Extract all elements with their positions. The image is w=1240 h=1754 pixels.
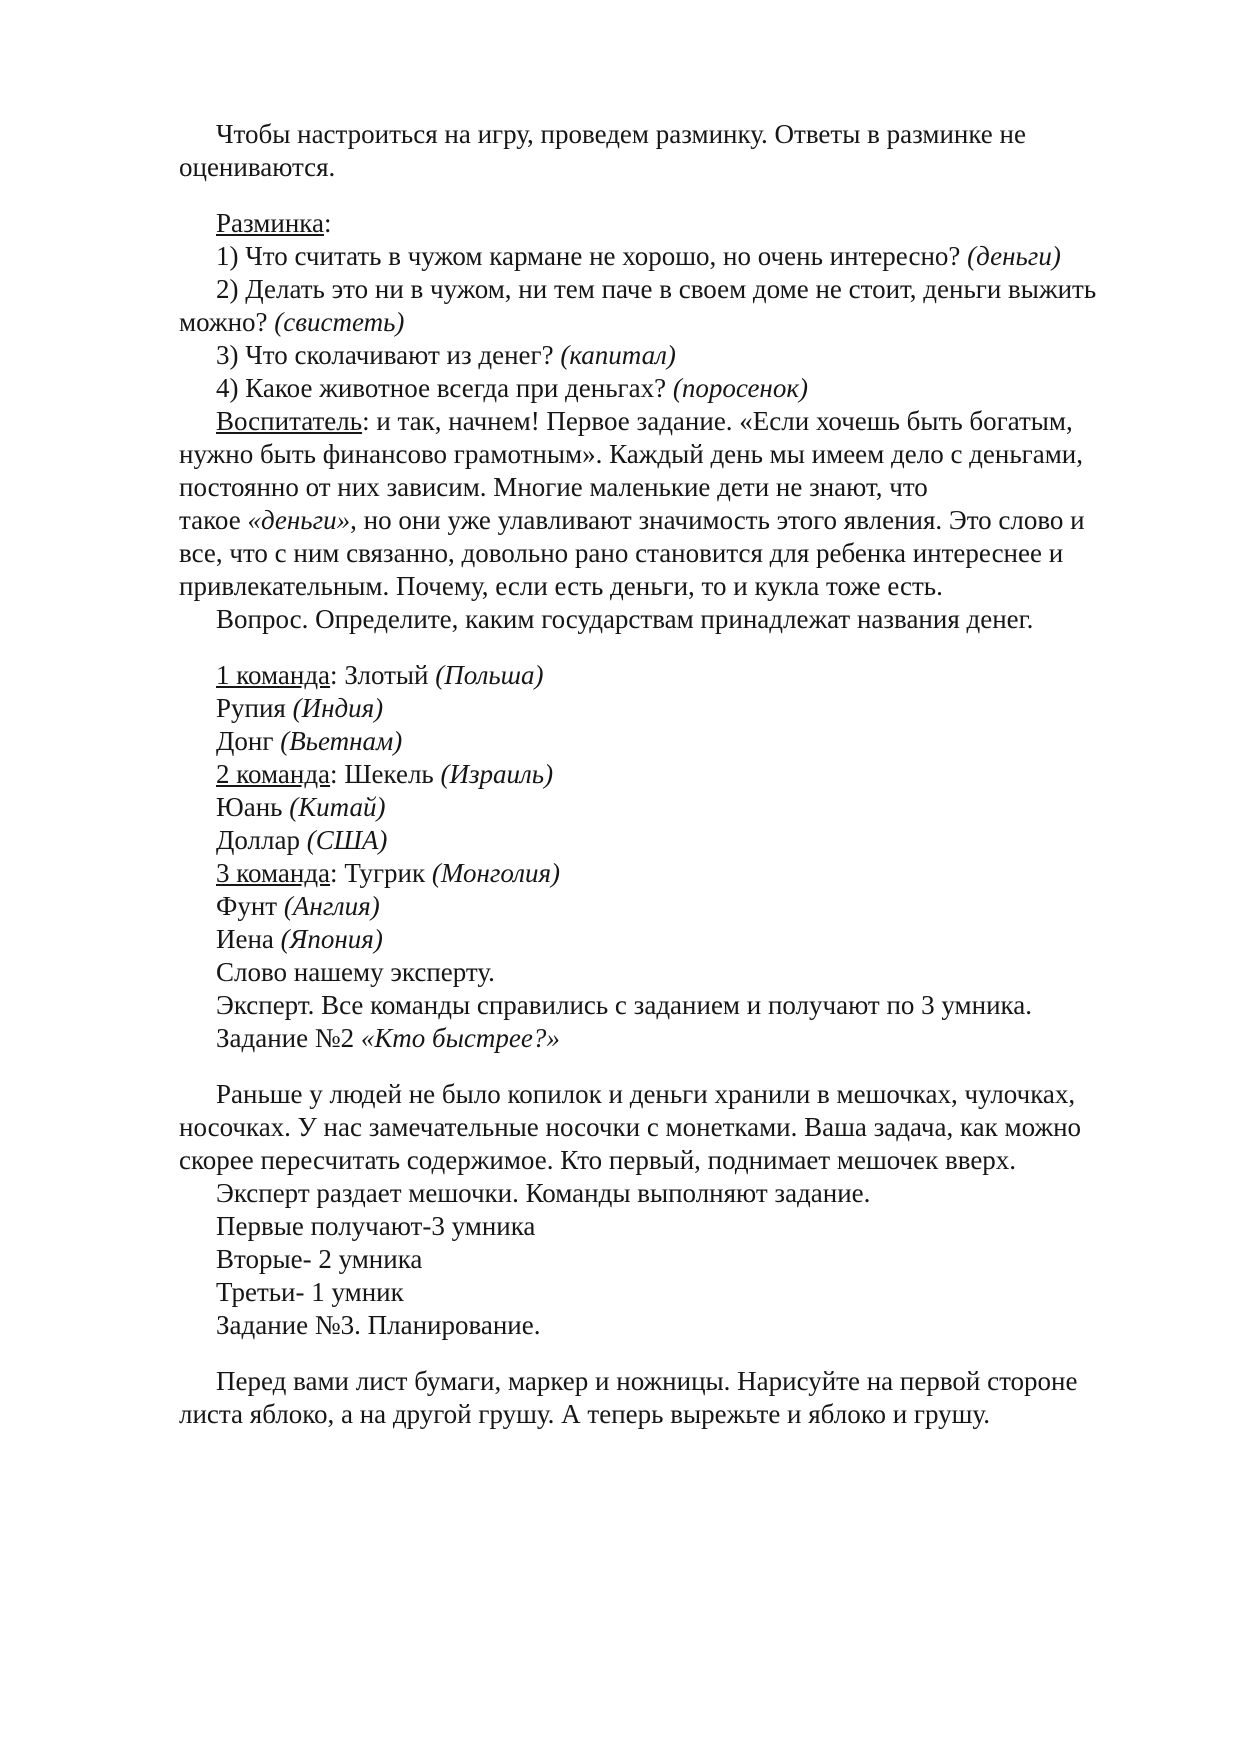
warmup-question-4: 4) Какое животное всегда при деньгах? (поросенок)	[216, 373, 808, 403]
educator-label: Воспитатель	[216, 406, 363, 436]
team-item: Юань (Китай)	[216, 792, 386, 822]
expert-verdict: Эксперт. Все команды справились с заданием и получают по 3 умника.	[216, 990, 1032, 1020]
intro-line: оцениваются.	[179, 152, 336, 182]
warmup-question-1: 1) Что считать в чужом кармане не хорошо, но очень интересно? (деньги)	[216, 241, 1061, 271]
educator-line: постоянно от них зависим. Многие маленькие дети не знают, что	[179, 472, 928, 502]
word-to-expert: Слово нашему эксперту.	[216, 957, 495, 987]
task-2-line: скорее пересчитать содержимое. Кто первый, поднимает мешочек вверх.	[179, 1145, 1017, 1175]
expert-hands-out: Эксперт раздает мешочки. Команды выполняют задание.	[216, 1178, 871, 1208]
educator-line: Воспитатель: и так, начнем! Первое задание. «Если хочешь быть богатым,	[216, 406, 1073, 436]
educator-line: нужно быть финансово грамотным». Каждый день мы имеем дело с деньгами,	[179, 439, 1083, 469]
task-3-line: листа яблоко, а на другой грушу. А теперь вырежьте и яблоко и грушу.	[179, 1399, 990, 1429]
intro-line: Чтобы настроиться на игру, проведем разминку. Ответы в разминке не	[216, 119, 1026, 149]
team-item: Доллар (США)	[216, 825, 388, 855]
answer: (свистеть)	[274, 307, 405, 337]
task-2-line: носочках. У нас замечательные носочки с монетками. Ваша задача, как можно	[179, 1112, 1082, 1142]
educator-line: такое «деньги», но они уже улавливают значимость этого явления. Это слово и	[179, 505, 1085, 535]
result-first: Первые получают-3 умника	[216, 1211, 536, 1241]
task-3-paragraph	[179, 1365, 1144, 1431]
teams-list	[179, 659, 1144, 956]
question-paragraph: Вопрос. Определите, каким государствам принадлежат названия денег.	[216, 604, 1034, 634]
answer: (капитал)	[560, 340, 676, 370]
answer: (поросенок)	[672, 373, 808, 403]
intro-paragraph	[179, 118, 1144, 184]
team-item: Иена (Япония)	[216, 924, 383, 954]
document-body	[179, 118, 1144, 1431]
warmup-question-2-cont: можно? (свистеть)	[179, 307, 405, 337]
educator-paragraph	[179, 405, 1144, 603]
team-1-line: 1 команда: Злотый (Польша)	[216, 660, 544, 690]
warmup-question-2: 2) Делать это ни в чужом, ни тем паче в своем доме не стоит, деньги выжить	[216, 274, 1097, 304]
task-3-line: Перед вами лист бумаги, маркер и ножницы. Нарисуйте на первой стороне	[216, 1366, 1078, 1396]
team-item: Фунт (Англия)	[216, 891, 380, 921]
warmup-heading: Разминка:	[216, 208, 332, 238]
task-2-heading: Задание №2 «Кто быстрее?»	[216, 1023, 560, 1053]
warmup-section	[179, 207, 1144, 405]
team-2-line: 2 команда: Шекель (Израиль)	[216, 759, 554, 789]
warmup-question-3: 3) Что сколачивают из денег? (капитал)	[216, 340, 676, 370]
task-3-heading: Задание №3. Планирование.	[216, 1310, 541, 1340]
result-third: Третьи- 1 умник	[216, 1277, 404, 1307]
team-item: Рупия (Индия)	[216, 693, 384, 723]
team-3-line: 3 команда: Тугрик (Монголия)	[216, 858, 561, 888]
task-2-paragraph	[179, 1078, 1144, 1177]
answer: (деньги)	[967, 241, 1061, 271]
result-second: Вторые- 2 умника	[216, 1244, 423, 1274]
task-2-line: Раньше у людей не было копилок и деньги хранили в мешочках, чулочках,	[216, 1079, 1076, 1109]
team-item: Донг (Вьетнам)	[216, 726, 403, 756]
educator-line: привлекательным. Почему, если есть деньги, то и кукла тоже есть.	[179, 571, 943, 601]
educator-line: все, что с ним связанно, довольно рано становится для ребенка интереснее и	[179, 538, 1064, 568]
